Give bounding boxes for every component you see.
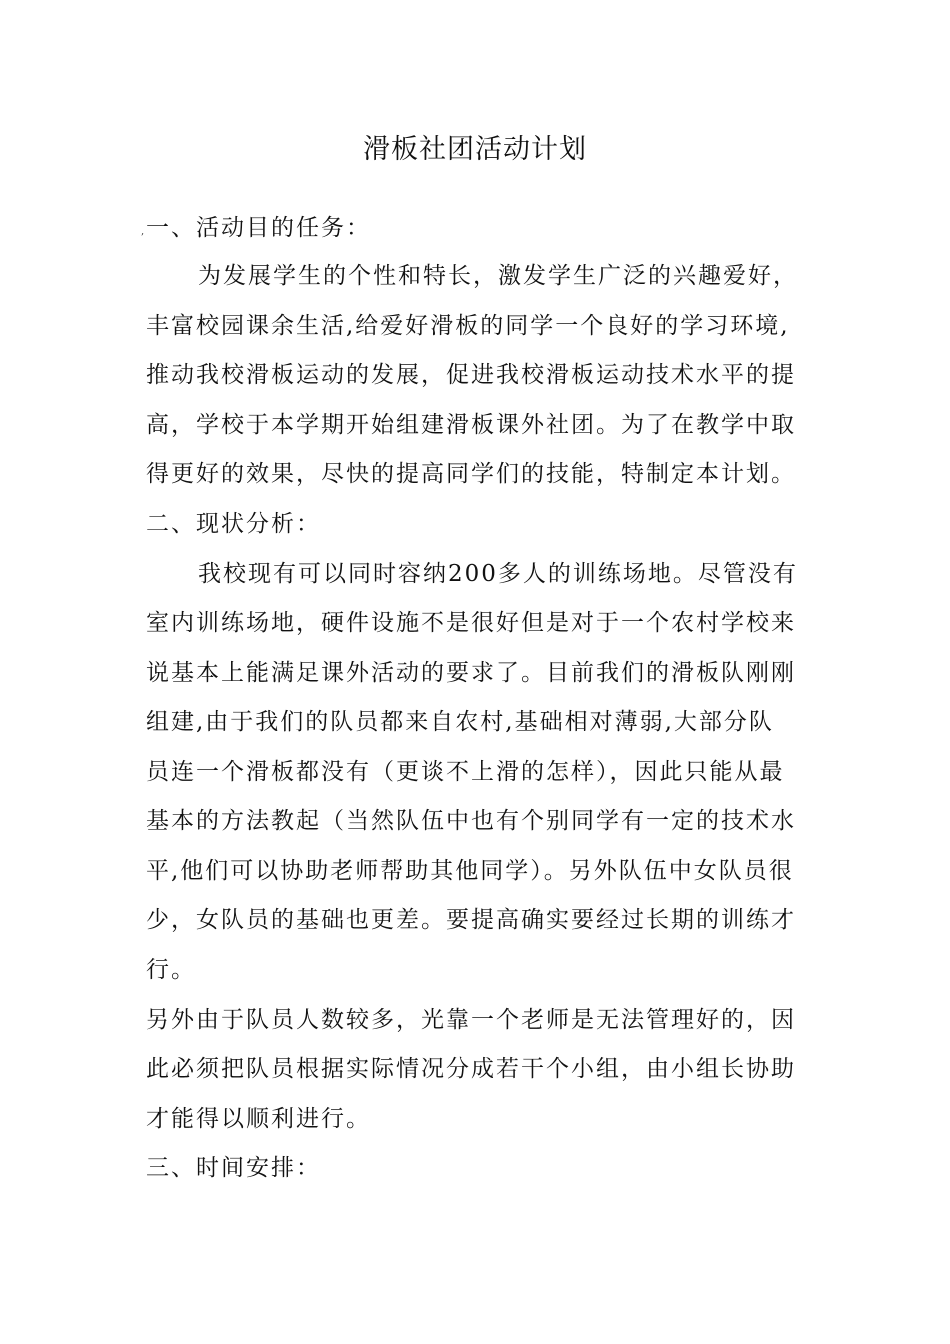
paragraph-line: 行。 <box>146 957 196 983</box>
paragraph-line: 少，女队员的基础也更差。要提高确实要经过长期的训练才 <box>146 907 796 933</box>
paragraph-line: 得更好的效果，尽快的提高同学们的技能，特制定本计划。 <box>146 461 796 487</box>
paragraph-line: 员连一个滑板都没有（更谈不上滑的怎样），因此只能从最 <box>146 759 785 785</box>
paragraph-line: 推动我校滑板运动的发展，促进我校滑板运动技术水平的提 <box>146 362 796 388</box>
section-heading-schedule: 三、时间安排： <box>146 1155 321 1181</box>
section-heading-analysis: 二、现状分析： <box>146 511 321 537</box>
stray-mark: , <box>141 226 145 237</box>
paragraph-line: 平,他们可以协助老师帮助其他同学）。另外队伍中女队员很 <box>146 858 794 884</box>
paragraph-line: 组建,由于我们的队员都来自农村,基础相对薄弱,大部分队 <box>146 709 774 735</box>
document-title: 滑板社团活动计划 <box>363 134 587 165</box>
paragraph-line: 为发展学生的个性和特长，激发学生广泛的兴趣爱好， <box>198 263 798 289</box>
paragraph-line: 基本的方法教起（当然队伍中也有个别同学有一定的技术水 <box>146 808 796 834</box>
paragraph-line: 另外由于队员人数较多，光靠一个老师是无法管理好的，因 <box>146 1007 796 1033</box>
paragraph-line: 说基本上能满足课外活动的要求了。目前我们的滑板队刚刚 <box>146 660 796 686</box>
paragraph-line: 室内训练场地，硬件设施不是很好但是对于一个农村学校来 <box>146 610 796 636</box>
paragraph-line: 我校现有可以同时容纳200多人的训练场地。尽管没有 <box>198 561 798 587</box>
paragraph-line: 才能得以顺利进行。 <box>146 1106 371 1132</box>
section-heading-purpose: 一、活动目的任务： <box>146 215 371 241</box>
paragraph-line: 此必须把队员根据实际情况分成若干个小组，由小组长协助 <box>146 1056 796 1082</box>
paragraph-line: 丰富校园课余生活,给爱好滑板的同学一个良好的学习环境, <box>146 313 790 339</box>
paragraph-line: 高，学校于本学期开始组建滑板课外社团。为了在教学中取 <box>146 412 796 438</box>
